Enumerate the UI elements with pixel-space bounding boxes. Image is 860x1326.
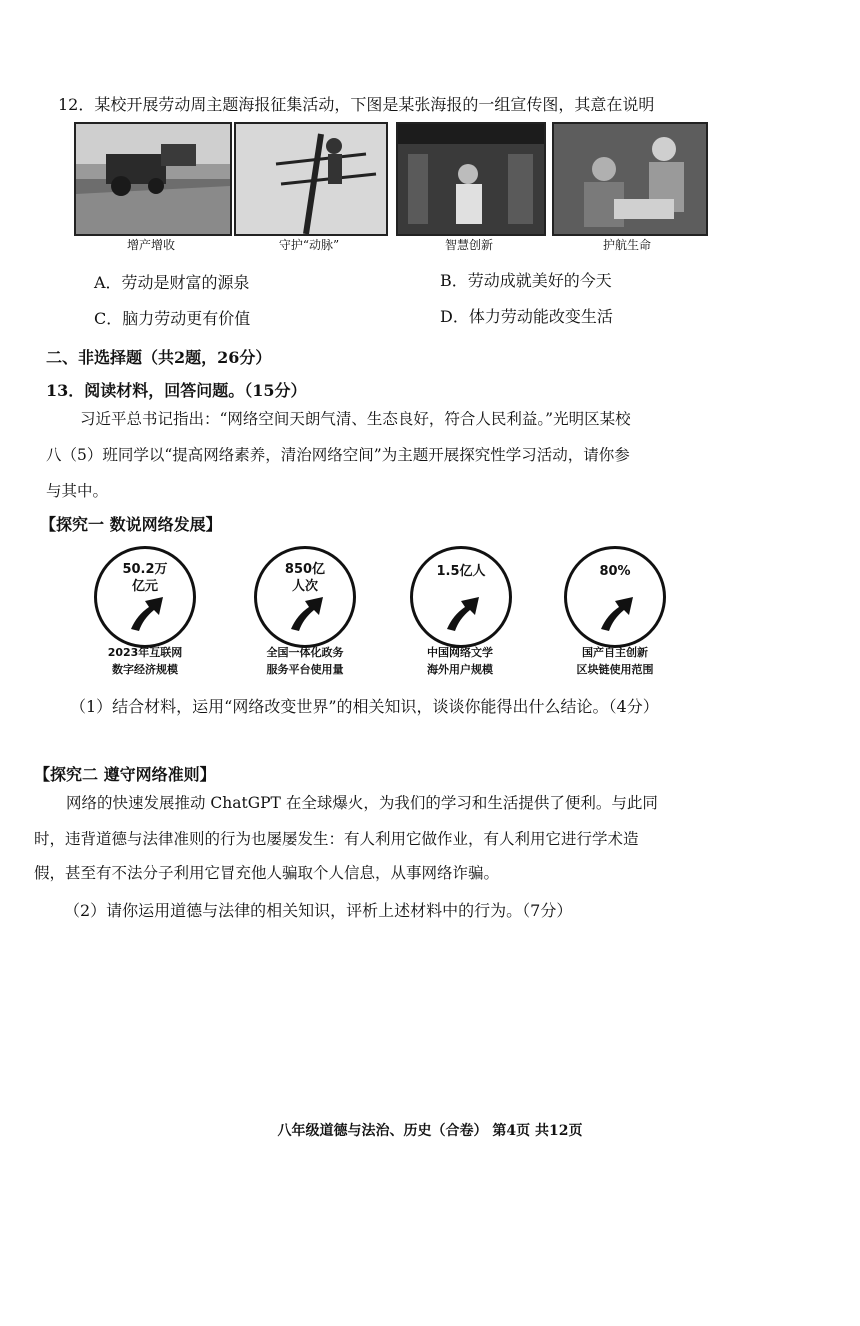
stat-value: 80% (599, 564, 631, 579)
q13-stem: 13．阅读材料，回答问题。（15分） (46, 381, 307, 400)
explore-two-heading: 【探究二 遵守网络准则】 (34, 765, 216, 784)
stat-unit: 亿元 (131, 579, 158, 594)
up-arrow-icon (127, 593, 167, 633)
page-footer: 八年级道德与法治、历史（合卷） 第4页 共12页 (277, 1123, 583, 1139)
surgery-photo (552, 122, 708, 236)
material-2-line-1: 网络的快速发展推动 ChatGPT 在全球爆火，为我们的学习和生活提供了便利。与此同 (66, 794, 658, 812)
stat-value: 50.2万 (122, 562, 168, 577)
stat-value: 850亿 (284, 562, 326, 577)
material-line-1: 习近平总书记指出：“网络空间天朗气清、生态良好，符合人民利益。”光明区某校 (80, 410, 631, 428)
harvest-photo (74, 122, 232, 236)
stat-circle-online-literature (410, 546, 512, 648)
stat-circle-blockchain (564, 546, 666, 648)
power-line-photo (234, 122, 388, 236)
up-arrow-icon (287, 593, 327, 633)
option-c: C．脑力劳动更有价值 (94, 309, 251, 328)
lab-photo (396, 122, 546, 236)
material-line-3: 与其中。 (46, 482, 109, 500)
sub-question-1: （1）结合材料，运用“网络改变世界”的相关知识，谈谈你能得出什么结论。（4分） (70, 697, 659, 716)
stat-label-digital-economy: 2023年互联网 数字经济规模 (107, 646, 183, 676)
option-d: D．体力劳动能改变生活 (440, 307, 613, 326)
caption-life: 护航生命 (602, 238, 651, 252)
q12-stem: 12．某校开展劳动周主题海报征集活动，下图是某张海报的一组宣传图，其意在说明 (58, 95, 655, 114)
stat-unit: 人次 (291, 579, 318, 594)
up-arrow-icon (597, 593, 637, 633)
sub-question-2: （2）请你运用道德与法律的相关知识，评析上述材料中的行为。（7分） (64, 901, 573, 920)
material-2-line-3: 假，甚至有不法分子利用它冒充他人骗取个人信息，从事网络诈骗。 (34, 864, 500, 882)
explore-one-heading: 【探究一 数说网络发展】 (40, 515, 222, 534)
caption-innovation: 智慧创新 (444, 238, 493, 252)
stat-label-gov-services: 全国一体化政务 服务平台使用量 (266, 646, 344, 676)
option-b: B．劳动成就美好的今天 (440, 271, 612, 290)
stat-value: 1.5亿人 (436, 564, 486, 579)
material-line-2: 八（5）班同学以“提高网络素养，清治网络空间”为主题开展探究性学习活动，请你参 (46, 446, 630, 464)
stat-circle-digital-economy (94, 546, 196, 648)
stat-label-blockchain: 国产自主创新 区块链使用范围 (576, 646, 654, 676)
section-heading: 二、非选择题（共2题，26分） (46, 348, 272, 367)
stat-label-online-literature: 中国网络文学 海外用户规模 (427, 646, 493, 676)
caption-artery: 守护“动脉” (278, 238, 340, 252)
caption-harvest: 增产增收 (126, 238, 175, 252)
up-arrow-icon (443, 593, 483, 633)
material-2-line-2: 时，违背道德与法律准则的行为也屡屡发生：有人利用它做作业，有人利用它进行学术造 (34, 830, 639, 848)
stat-circle-gov-services (254, 546, 356, 648)
option-a: A．劳动是财富的源泉 (94, 273, 250, 292)
